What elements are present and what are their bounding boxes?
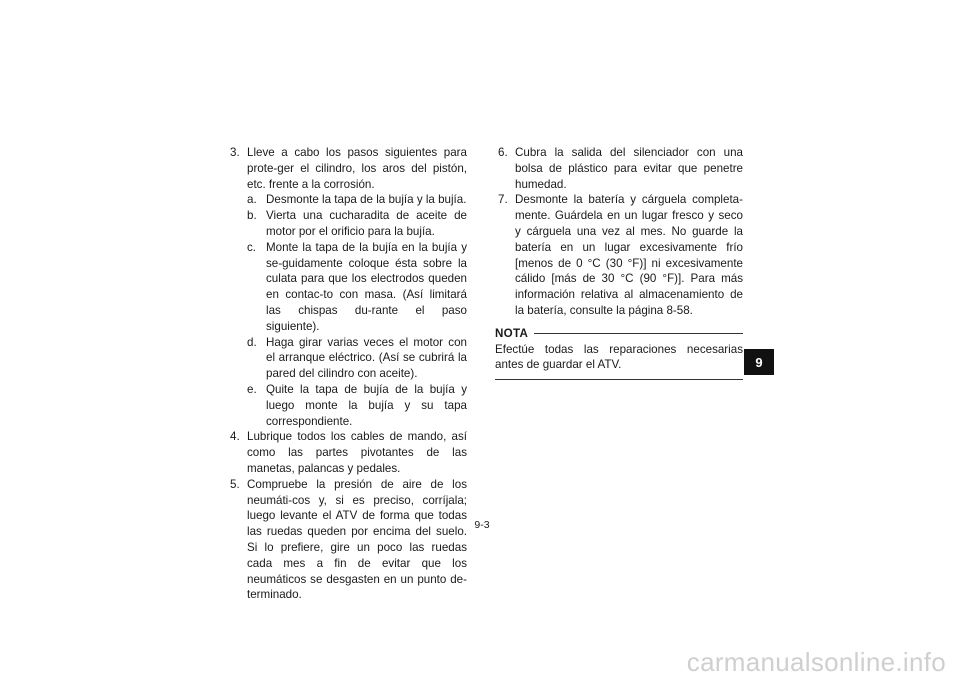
- substep-text: Monte la tapa de la bujía en la bujía y se-guidamente coloque ésta sobre la culata para que los electrodos queden en contac-to con masa. (Así limitará las chispas du-rante el paso siguiente).: [266, 240, 467, 333]
- step-number: 7.: [498, 193, 508, 207]
- step-4: [227, 429, 467, 476]
- substep-a: [247, 192, 467, 208]
- substep-letter: b.: [247, 209, 257, 223]
- note-header: [495, 326, 743, 342]
- step-text: Cubra la salida del silenciador con una bolsa de plástico para evitar que penetre humedad.: [515, 146, 743, 191]
- substep-letter: e.: [247, 382, 257, 396]
- watermark: carmanualsonline.info: [686, 647, 946, 677]
- substep-letter: c.: [247, 240, 257, 254]
- substep-text: Desmonte la tapa de la bujía y la bujía.: [266, 193, 467, 207]
- substep-text: Haga girar varias veces el motor con el arranque eléctrico. (Así se cubrirá la pared del cilindro con aceite).: [266, 335, 467, 381]
- step-text: Lubrique todos los cables de mando, así como las partes pivotantes de las manetas, palancas y pedales.: [247, 430, 467, 475]
- left-column: [227, 145, 467, 603]
- substep-d: [247, 335, 467, 382]
- substep-letter: a.: [247, 193, 257, 207]
- step-6: [495, 145, 743, 192]
- right-column: [495, 145, 743, 380]
- step-3: [227, 145, 467, 192]
- substep-text: Vierta una cucharadita de aceite de motor por el orificio para la bujía.: [266, 209, 467, 238]
- substep-text: Quite la tapa de bujía de la bujía y luego monte la bujía y su tapa correspondiente.: [266, 382, 467, 428]
- step-number: 3.: [230, 146, 240, 159]
- page-number: 9-3: [474, 519, 490, 531]
- note-divider: [534, 333, 743, 334]
- chapter-tab: 9: [744, 349, 774, 375]
- substep-c: [247, 240, 467, 335]
- substep-e: [247, 382, 467, 429]
- step-number: 6.: [498, 146, 508, 159]
- note-label: NOTA: [495, 326, 529, 340]
- step-number: 5.: [230, 477, 240, 491]
- step-text: Lleve a cabo los pasos siguientes para prote-ger el cilindro, los aros del pistón, etc. frente a la corrosión.: [247, 146, 467, 191]
- step-5: [227, 477, 467, 603]
- step-number: 4.: [230, 430, 240, 444]
- substep-letter: d.: [247, 335, 257, 349]
- step-text: Desmonte la batería y cárguela completa-mente. Guárdela en un lugar fresco y seco y cárguela una vez al mes. No guarde la batería en un lugar excesivamente frío [menos de 0 °C (30 °F)] ni excesivamente cálido [más de 30 °C (90 °F)]. Para más información relativa al almacenamiento de la batería, consulte la página 8-58.: [515, 193, 743, 317]
- step-7: [495, 192, 743, 318]
- note-end-divider: [495, 379, 743, 380]
- note-text: Efectúe todas las reparaciones necesarias antes de guardar el ATV.: [495, 342, 743, 372]
- substep-b: [247, 208, 467, 240]
- step-text: Compruebe la presión de aire de los neumáti-cos y, si es preciso, corríjala; luego levante el ATV de forma que todas las ruedas queden por encima del suelo. Si lo prefiere, gire un poco las ruedas cada mes a fin de evitar que los neumáticos se desgasten en un punto de-terminado.: [247, 477, 467, 602]
